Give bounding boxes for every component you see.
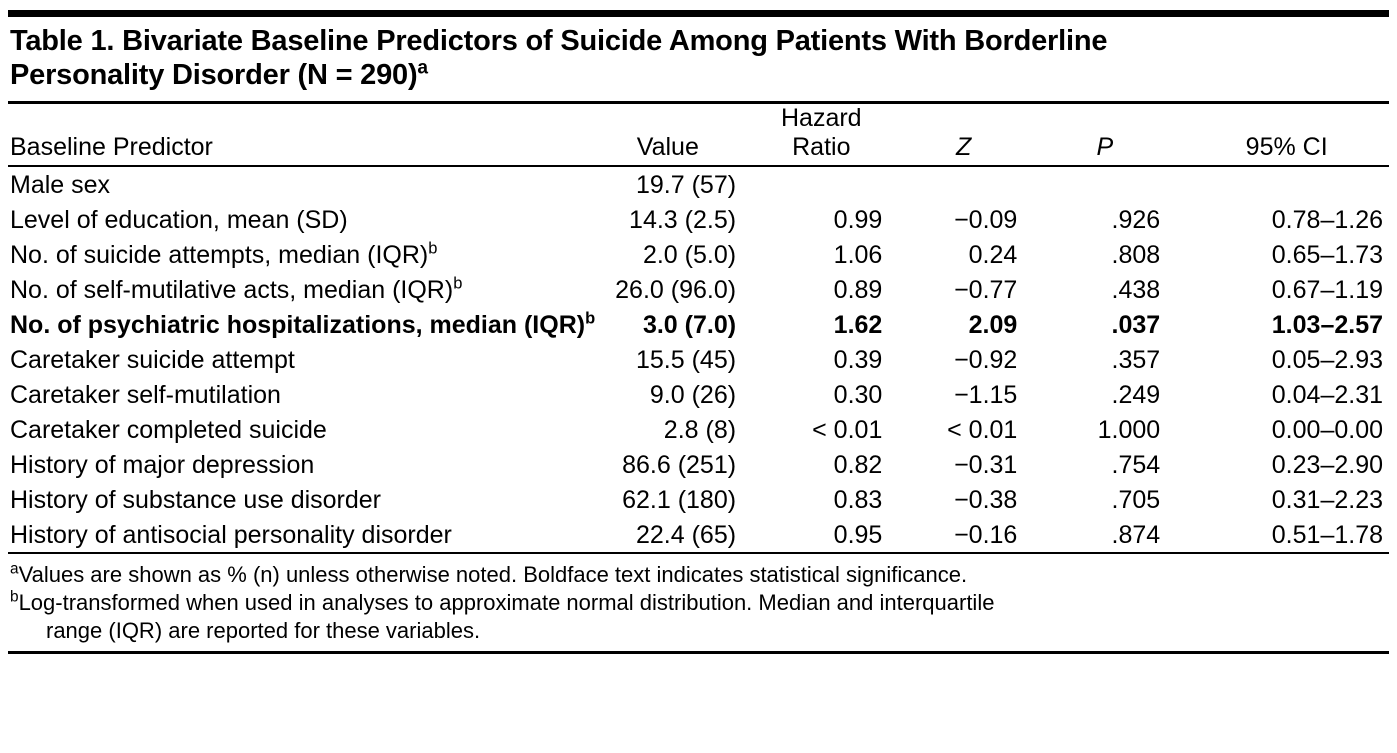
cell-value: 14.3 (2.5) bbox=[629, 205, 737, 234]
footnote-a-text: Values are shown as % (n) unless otherwise noted. Boldface text indicates statistical significance. bbox=[18, 561, 968, 587]
cell-value: 86.6 (251) bbox=[622, 450, 737, 479]
table-bottom-rule bbox=[8, 651, 1389, 654]
cell-p: .438 bbox=[1111, 275, 1161, 304]
cell-z: −0.16 bbox=[954, 520, 1018, 549]
cell-hazard-ratio: 0.89 bbox=[833, 275, 883, 304]
cell-predictor: No. of suicide attempts, median (IQR)$^b$ bbox=[10, 239, 438, 269]
cell-ci: 1.03–2.57 bbox=[1271, 310, 1383, 339]
footnote-b-text: Log-transformed when used in analyses to approximate normal distribution. Median and interquartile bbox=[18, 590, 995, 615]
table-footnotes bbox=[8, 554, 1389, 651]
cell-ci: 0.00–0.00 bbox=[1271, 415, 1383, 444]
predictors-table-body-wrap bbox=[8, 167, 1389, 552]
cell-p: .926 bbox=[1111, 205, 1161, 234]
cell-p bbox=[1053, 167, 1192, 202]
cell-z bbox=[914, 167, 1053, 202]
footnote-b-marker: b bbox=[10, 588, 19, 606]
cell-ci: 0.65–1.73 bbox=[1271, 240, 1383, 269]
cell-z: −0.92 bbox=[954, 345, 1018, 374]
table-row bbox=[8, 517, 1389, 552]
cell-hazard-ratio: 0.39 bbox=[833, 345, 883, 374]
table-row bbox=[8, 272, 1389, 307]
cell-predictor-superscript: b bbox=[453, 274, 463, 293]
cell-value: 26.0 (96.0) bbox=[615, 275, 737, 304]
cell-ci: 0.04–2.31 bbox=[1271, 380, 1383, 409]
cell-z: 0.24 bbox=[968, 240, 1018, 269]
cell-predictor: Caretaker completed suicide bbox=[10, 415, 327, 444]
cell-value: 3.0 (7.0) bbox=[642, 310, 737, 339]
table-row bbox=[8, 167, 1389, 202]
cell-z: 2.09 bbox=[968, 310, 1018, 339]
cell-predictor: History of major depression bbox=[10, 450, 315, 479]
cell-z: −0.31 bbox=[954, 450, 1018, 479]
table-row bbox=[8, 482, 1389, 517]
cell-value: 62.1 (180) bbox=[622, 485, 737, 514]
cell-value: 2.8 (8) bbox=[663, 415, 737, 444]
table-top-rule bbox=[8, 10, 1389, 17]
footnote-b bbox=[10, 589, 1387, 645]
cell-z: −0.38 bbox=[954, 485, 1018, 514]
cell-value: 15.5 (45) bbox=[636, 345, 737, 374]
cell-ci: 0.31–2.23 bbox=[1271, 485, 1383, 514]
table-title-line2: Personality Disorder (N = 290) bbox=[10, 58, 418, 91]
cell-ci: 0.67–1.19 bbox=[1271, 275, 1383, 304]
cell-ci: 0.51–1.78 bbox=[1271, 520, 1383, 549]
cell-z: −0.77 bbox=[954, 275, 1018, 304]
cell-hazard-ratio: 0.95 bbox=[833, 520, 883, 549]
cell-value: 2.0 (5.0) bbox=[642, 240, 737, 269]
column-header-p bbox=[1051, 104, 1190, 165]
cell-hazard-ratio: 0.99 bbox=[833, 205, 883, 234]
cell-p: .874 bbox=[1111, 520, 1161, 549]
table-container bbox=[0, 10, 1397, 654]
footnote-a-marker: a bbox=[10, 560, 19, 578]
cell-hazard-ratio: 1.06 bbox=[833, 240, 883, 269]
column-header-z bbox=[912, 104, 1051, 165]
cell-predictor: No. of psychiatric hospitalizations, median (IQR)$^b$ bbox=[10, 309, 596, 339]
column-header-value-label: Value bbox=[636, 132, 699, 161]
cell-predictor: Caretaker self-mutilation bbox=[10, 380, 281, 409]
cell-value: 22.4 (65) bbox=[636, 520, 737, 549]
cell-ci bbox=[1192, 167, 1389, 202]
cell-predictor: No. of self-mutilative acts, median (IQR)$^b$ bbox=[10, 274, 463, 304]
cell-p: .754 bbox=[1111, 450, 1161, 479]
cell-hazard-ratio: 0.83 bbox=[833, 485, 883, 514]
column-header-value bbox=[603, 104, 762, 165]
table-row bbox=[8, 447, 1389, 482]
column-header-p-label: P bbox=[1096, 132, 1114, 161]
cell-predictor: Level of education, mean (SD) bbox=[10, 205, 348, 234]
cell-p: .037 bbox=[1111, 310, 1161, 339]
cell-p: .357 bbox=[1111, 345, 1161, 374]
cell-hazard-ratio: 0.82 bbox=[833, 450, 883, 479]
cell-p: .808 bbox=[1111, 240, 1161, 269]
table-title-line1: Table 1. Bivariate Baseline Predictors of Suicide Among Patients With Borderline bbox=[10, 25, 1108, 57]
table-row bbox=[8, 237, 1389, 272]
column-header-hazard-ratio-line1: Hazard bbox=[781, 103, 862, 132]
predictors-table bbox=[8, 104, 1389, 165]
cell-predictor-superscript: b bbox=[585, 309, 596, 328]
table-head bbox=[8, 104, 1389, 165]
footnote-b-continuation: range (IQR) are reported for these variables. bbox=[46, 618, 481, 644]
column-header-predictor: Baseline Predictor bbox=[10, 132, 213, 161]
cell-predictor-superscript: b bbox=[428, 239, 438, 258]
table-row bbox=[8, 202, 1389, 237]
column-header-hazard-ratio-line2: Ratio bbox=[792, 132, 851, 161]
column-header-z-label: Z bbox=[956, 132, 972, 161]
column-header-hazard-ratio bbox=[762, 104, 912, 165]
cell-hazard-ratio: < 0.01 bbox=[812, 415, 883, 444]
cell-value: 9.0 (26) bbox=[649, 380, 737, 409]
table-title bbox=[8, 17, 1389, 101]
table-header-row bbox=[8, 104, 1389, 165]
cell-predictor: History of antisocial personality disorder bbox=[10, 520, 452, 549]
cell-z: −1.15 bbox=[954, 380, 1018, 409]
cell-z: −0.09 bbox=[954, 205, 1018, 234]
table-body bbox=[8, 167, 1389, 552]
table-title-superscript: a bbox=[417, 57, 428, 79]
table-row bbox=[8, 412, 1389, 447]
cell-p: 1.000 bbox=[1097, 415, 1161, 444]
column-header-ci bbox=[1190, 104, 1389, 165]
cell-predictor: Male sex bbox=[10, 170, 111, 199]
cell-ci: 0.78–1.26 bbox=[1271, 205, 1383, 234]
cell-p: .705 bbox=[1111, 485, 1161, 514]
cell-hazard-ratio bbox=[766, 167, 914, 202]
column-header-ci-label: 95% CI bbox=[1245, 132, 1328, 161]
footnote-a bbox=[10, 561, 1387, 589]
cell-ci: 0.05–2.93 bbox=[1271, 345, 1383, 374]
cell-hazard-ratio: 0.30 bbox=[833, 380, 883, 409]
table-row bbox=[8, 377, 1389, 412]
cell-ci: 0.23–2.90 bbox=[1271, 450, 1383, 479]
cell-predictor: History of substance use disorder bbox=[10, 485, 382, 514]
cell-predictor: Caretaker suicide attempt bbox=[10, 345, 295, 374]
cell-value: 19.7 (57) bbox=[636, 170, 737, 199]
table-row bbox=[8, 307, 1389, 342]
cell-hazard-ratio: 1.62 bbox=[833, 310, 883, 339]
table-row bbox=[8, 342, 1389, 377]
cell-p: .249 bbox=[1111, 380, 1161, 409]
cell-z: < 0.01 bbox=[947, 415, 1018, 444]
